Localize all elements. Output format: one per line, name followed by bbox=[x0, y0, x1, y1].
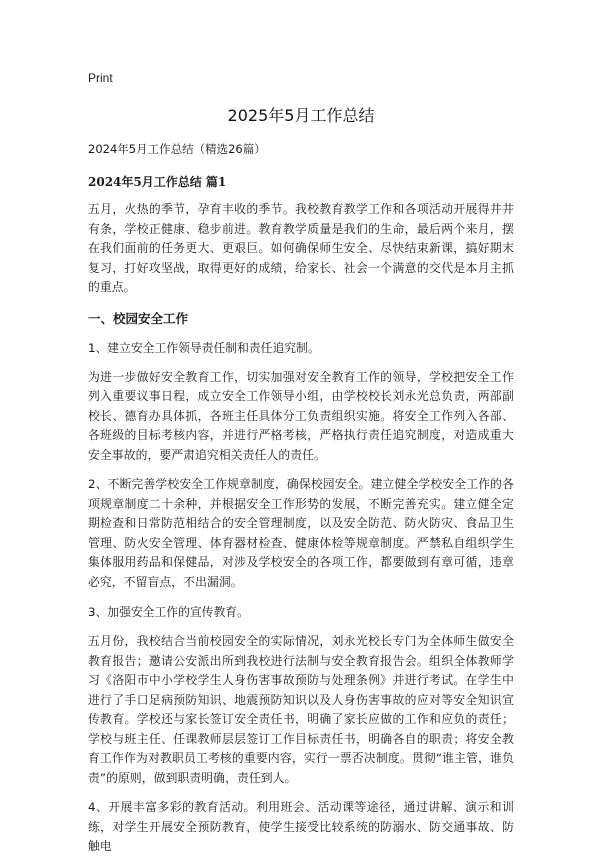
item-1: 1、建立安全工作领导责任制和责任追究制。 bbox=[88, 340, 320, 355]
section-title: 2024年5月工作总结 篇1 bbox=[88, 175, 227, 189]
item-3: 3、加强安全工作的宣传教育。 bbox=[88, 605, 249, 619]
intro-paragraph: 五月，火热的季节，孕育丰收的季节。我校教育教学工作和各项活动开展得井井有条，学校正健康、稳步前进。教育教学质量是我们的生命，最后两个来月，摆在我们面前的任务更大、更艰巨。如何确保师生安全、尽快结束新课，搞好期末复习，打好攻坚战，取得更好的成绩，给家长、社会一个满意的交代是本月主抓的重点。 bbox=[88, 202, 514, 294]
paragraph-4: 4、开展丰富多彩的教育活动。利用班会、活动课等途径，通过讲解、演示和训练，对学生开展安全预防教育，使学生接受比较系统的防溺水、防交通事故、防触电 bbox=[88, 800, 514, 853]
document-subtitle: 2024年5月工作总结（精选26篇） bbox=[88, 142, 266, 156]
paragraph-2: 2、不断完善学校安全工作规章制度，确保校园安全。建立健全学校安全工作的各项规章制度二十余种，并根据安全工作形势的发展，不断完善充实。建立健全定期检查和日常防范相结合的安全管理制度，以及安全防范、防火防灾、食品卫生管理、防火安全管理、体育器材检查、健康体检等规章制度。严禁私自组织学生集体服用药品和保健品，对涉及学校安全的各项工作，都要做到有章可循，违章必究，不留盲点，不出漏洞。 bbox=[88, 477, 514, 589]
print-label: Print bbox=[88, 71, 113, 85]
paragraph-1: 为进一步做好安全教育工作，切实加强对安全教育工作的领导，学校把安全工作列入重要议事日程，成立安全工作领导小组，由学校校长刘永光总负责，两部副校长、德育办具体抓，各班主任具体分工负责组织实施。将安全工作列入各部、各班级的目标考核内容，并进行严格考核，严格执行责任追究制度，对造成重大安全事故的，要严肃追究相关责任人的责任。 bbox=[88, 369, 514, 462]
document-title: 2025年5月工作总结 bbox=[227, 106, 375, 125]
paragraph-3: 五月份，我校结合当前校园安全的实际情况，刘永光校长专门为全体师生做安全教育报告；邀请公安派出所到我校进行法制与安全教育报告会。组织全体教师学习《洛阳市中小学校学生人身伤害事故预防与处理条例》并进行考试。在学生中进行了手口足病预防知识、地震预防知识以及人身伤害事故的应对等安全知识宣传教育。学校还与家长签订安全责任书，明确了家长应做的工作和应负的责任；学校与班主任、任课教师层层签订工作目标责任书，明确各自的职责；将安全教育工作作为对教职员工考核的重要内容，实行一票否决制度。贯彻“谁主管，谁负责”的原则，做到职责明确，责任到人。 bbox=[88, 634, 514, 785]
heading-campus-safety: 一、校园安全工作 bbox=[88, 310, 189, 326]
